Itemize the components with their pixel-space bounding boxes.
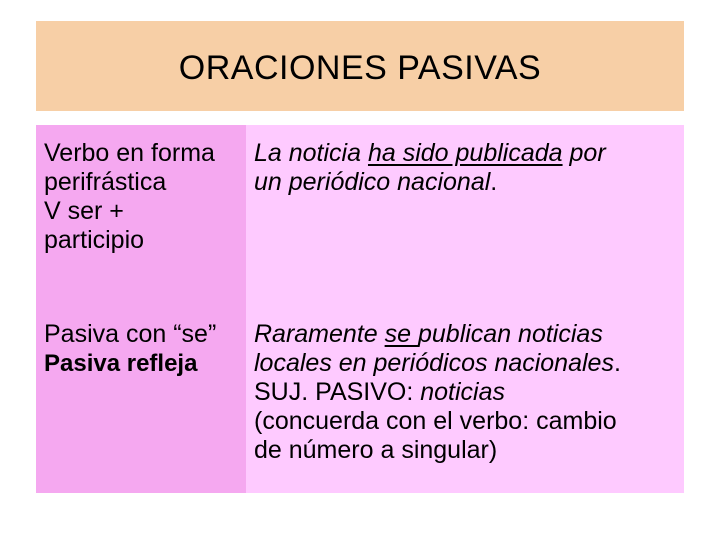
row-1-example-text-a: La noticia	[254, 139, 368, 167]
row-1-example-line-1	[254, 139, 678, 168]
row-1-label-line-1: Verbo en forma	[44, 139, 215, 167]
row-1-example-cell	[246, 125, 684, 312]
row-2-label-line-2: Pasiva refleja	[44, 350, 198, 377]
row-2-label-cell	[36, 312, 246, 493]
row-1-example-line-2	[254, 168, 678, 197]
row-2-example-text-b: publican noticias	[417, 320, 603, 348]
row-1-label-line-2: perifrástica	[44, 168, 167, 196]
row-1-label-line-3: V ser +	[44, 197, 124, 225]
row-2-example-text-a: Raramente	[254, 320, 385, 348]
row-2-example-line-5: de número a singular)	[254, 436, 498, 464]
title-banner	[36, 21, 684, 111]
passive-voice-table	[36, 125, 684, 493]
row-1-example-text-b: por	[562, 139, 606, 167]
row-1-example-text-c: un periódico nacional	[254, 168, 491, 196]
row-2-example-line-1	[254, 320, 678, 349]
row-2-example-se: se	[384, 320, 418, 348]
row-2-subject-value: noticias	[420, 378, 506, 406]
row-2-example-cell	[246, 312, 684, 493]
row-2-label-line-1: Pasiva con “se”	[44, 320, 217, 348]
row-2-example-text-c: locales en periódicos nacionales	[254, 349, 614, 377]
row-2-example-line-2	[254, 349, 678, 378]
row-1-example-period: .	[490, 168, 498, 196]
row-2-example-line-4: (concuerda con el verbo: cambio	[254, 407, 617, 435]
row-1-label-cell	[36, 125, 246, 312]
row-2-example-period: .	[613, 349, 621, 377]
row-2-example-line-3	[254, 378, 678, 407]
row-1-label-line-4: participio	[44, 226, 145, 254]
page-title: ORACIONES PASIVAS	[178, 48, 542, 87]
row-2-subject-label: SUJ. PASIVO:	[254, 378, 421, 406]
row-1-example-verb: ha sido publicada	[367, 139, 563, 167]
